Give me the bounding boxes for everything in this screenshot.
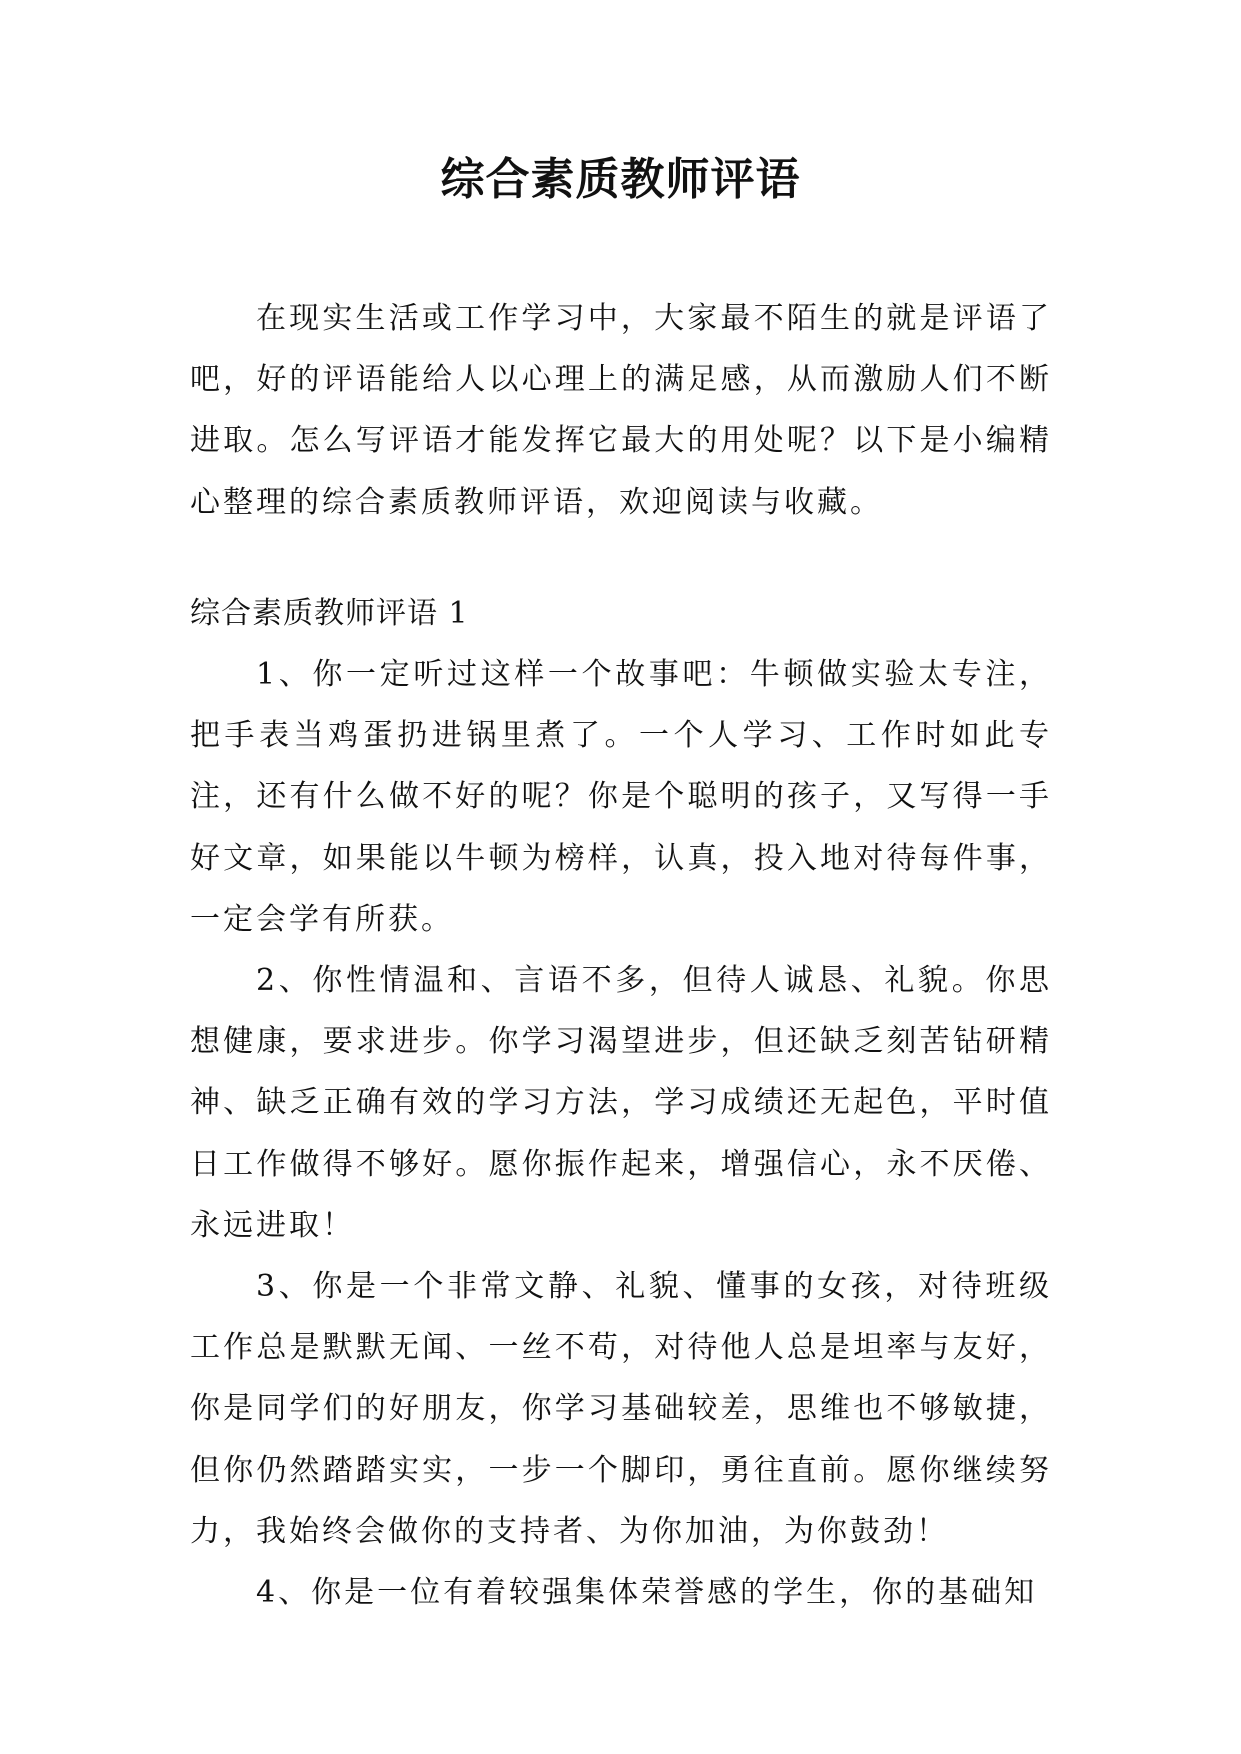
comment-paragraph-2: 2、你性情温和、言语不多，但待人诚恳、礼貌。你思想健康，要求进步。你学习渴望进步，但还缺乏刻苦钻研精神、缺乏正确有效的学习方法，学习成绩还无起色，平时值日工作做得不够好。愿你振作起来，增强信心，永不厌倦、永远进取！ <box>190 963 1052 1243</box>
comment-paragraph-1: 1、你一定听过这样一个故事吧：牛顿做实验太专注，把手表当鸡蛋扔进锅里煮了。一个人学习、工作时如此专注，还有什么做不好的呢？你是个聪明的孩子，又写得一手好文章，如果能以牛顿为榜样，认真，投入地对待每件事，一定会学有所获。 <box>190 657 1052 937</box>
comment-paragraph-3: 3、你是一个非常文静、礼貌、懂事的女孩，对待班级工作总是默默无闻、一丝不苟，对待他人总是坦率与友好，你是同学们的好朋友，你学习基础较差，思维也不够敏捷，但你仍然踏踏实实，一步一个脚印，勇往直前。愿你继续努力，我始终会做你的支持者、为你加油，为你鼓劲！ <box>190 1269 1052 1549</box>
document-title: 综合素质教师评语 <box>440 154 801 205</box>
document-body <box>190 288 1052 1623</box>
comment-paragraph-4: 4、你是一位有着较强集体荣誉感的学生，你的基础知 <box>256 1575 1038 1611</box>
section-heading: 综合素质教师评语 1 <box>190 595 469 631</box>
intro-paragraph: 在现实生活或工作学习中，大家最不陌生的就是评语了吧，好的评语能给人以心理上的满足感，从而激励人们不断进取。怎么写评语才能发挥它最大的用处呢？以下是小编精心整理的综合素质教师评语，欢迎阅读与收藏。 <box>190 301 1052 520</box>
